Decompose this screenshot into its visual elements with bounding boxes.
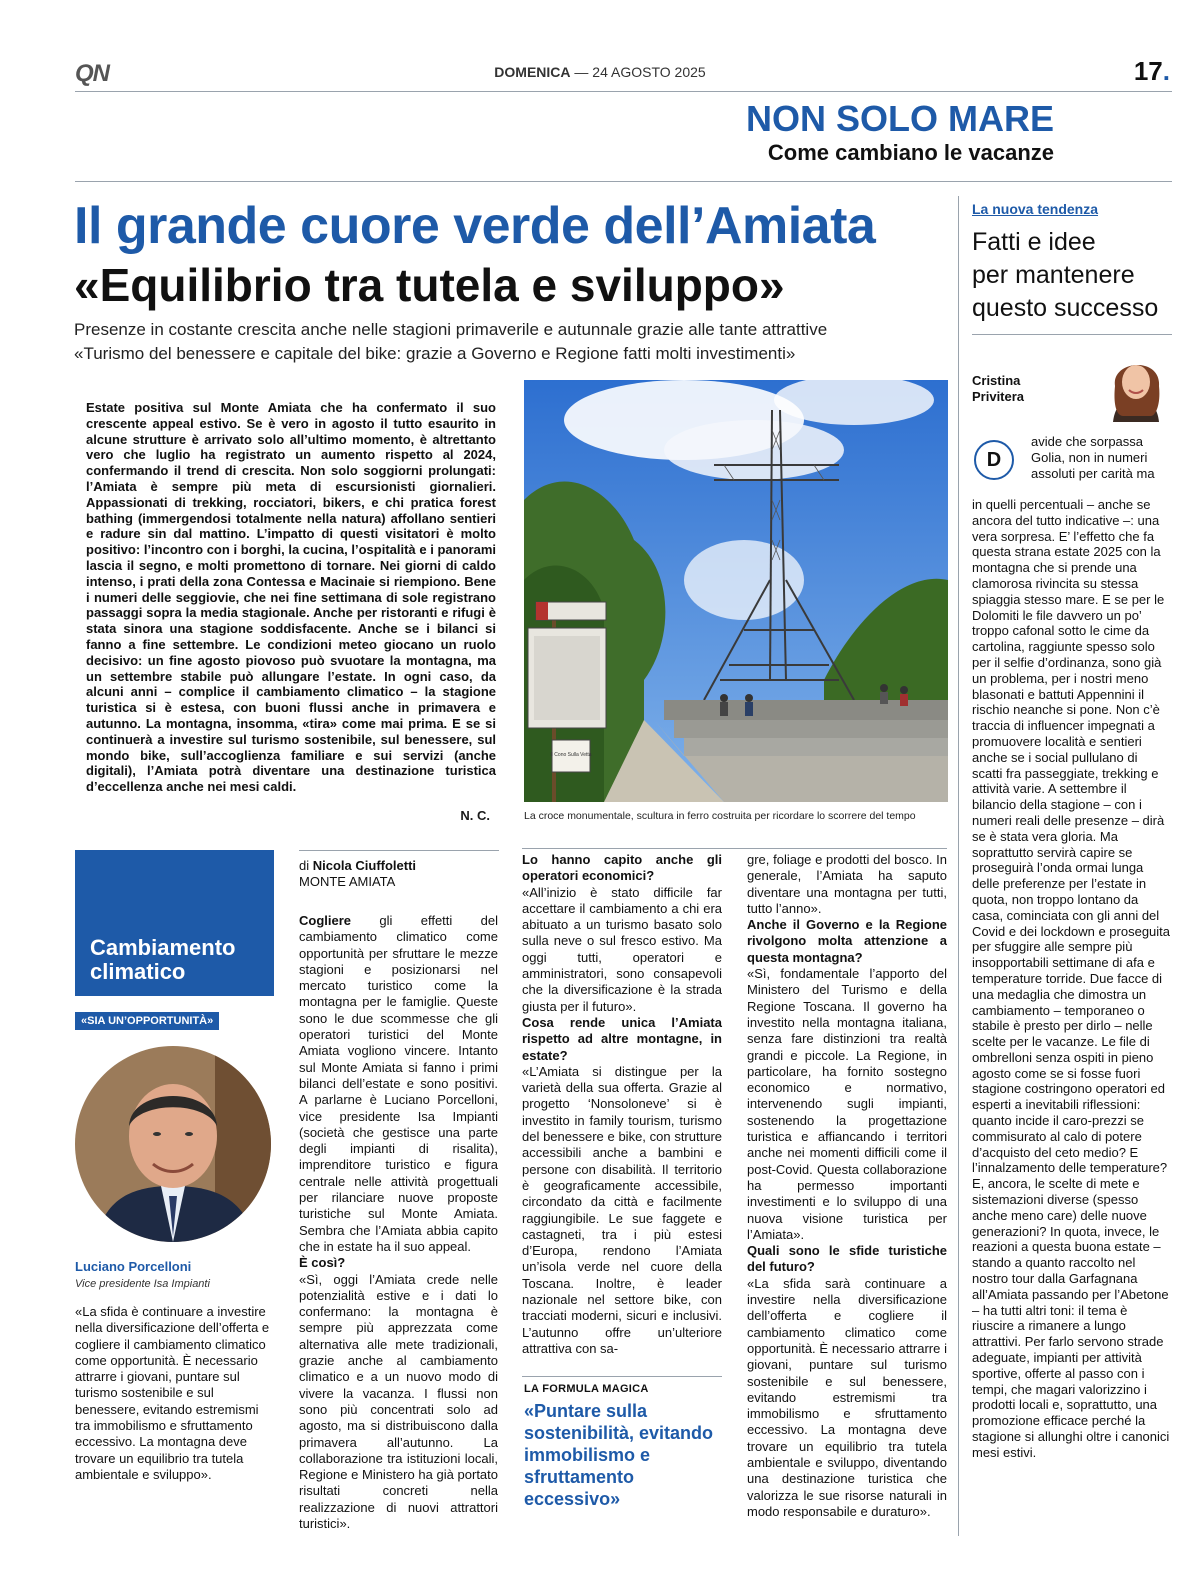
cross-photo (524, 380, 948, 802)
formula-pull-quote: «Puntare sulla sostenibilità, evitando immobilismo e sfruttamento eccessivo» (524, 1401, 714, 1509)
sign-label: Il Cono Sulla Vetta (550, 752, 592, 758)
sidebar-title-line-1: Fatti e idee (972, 228, 1096, 256)
article-column-3 (747, 852, 947, 1520)
topic-tag: «SIA UN’OPPORTUNITÀ» (75, 1012, 219, 1030)
page-number-dot: . (1162, 56, 1170, 86)
lead-paragraph: Estate positiva sul Monte Amiata che ha confermato il suo crescente appeal estivo. Se è vero in agosto il tutto esaurito in alcune strutture è arrivato solo all’ultimo momento, è altrettanto vero che luglio ha registrato un aumento rispetto al 2024, confermando il trend di crescita. Non solo soggiorni prolungati: l’Amiata è sempre più meta di escursionisti giornalieri. Appassionati di trekking, rocciatori, bikers, e chi pratica forest bathing (immergendosi totalmente nella natura) affollano sentieri e radure sin dal mattino. L’impatto di questi visitatori è molto positivo: l’incontro con i borghi, la cucina, l’ospitalità e i panorami lascia il segno, e molti promettono di tornare. Nei giorni di caldo intenso, i prati della zona Contessa e Macinaie si riempiono. Bene i numeri delle seggiovie, che nei fine settimana di sole registrano passaggi sopra la media stagionale. Anche per ristoranti e rifugi è stata sinora una stagione soddisfacente. Anche se i bilanci si fanno a fine settembre. Le condizioni meteo giocano un ruolo decisivo: un fine agosto piovoso può svuotare la montagna, ma un settembre stabile può allungare l’estate. In ogni caso, da alcuni anni – complice il cambiamento climatico – la stagione turistica si è estesa, con buoni flussi anche in primavera e autunno. La montagna, insomma, «tira» come mai prima. E se si continuerà a investire sul turismo sostenibile, sul benessere, sul mondo bike, sull’accoglienza familiare e sui servizi (anche digitali), l’Amiata potrà diventare una destinazione turistica d’eccellenza anche nei mesi caldi. (86, 400, 496, 795)
interviewee-quote: «La sfida è continuare a investire nella diversificazione dell’offerta e cogliere il cambiamento climatico come opportunità. È necessario attrarre i giovani, puntare sul turismo sostenibile e sul benessere, evitando estremismi tra immobilismo e sfruttamento eccessivo. La montagna deve trovare un equilibrio tra tutela ambientale e sviluppo». (75, 1304, 270, 1482)
answer-4: «Sì, fondamentale l’apporto del Ministero del Turismo e della Regione Toscana. Il governo ha investito nella montagna italiana, senza fare distinzioni tra realtà grandi e piccole. La Regione, in particolare, ha fornito sostegno economico e normativo, intervenendo sugli impianti, sostenendo la progettazione turistica e affiancando i territori anche nei momenti difficili come il post-Covid. Questa collaborazione ha permesso importanti investimenti e lo sviluppo di una nuova visione turistica per l’Amiata». (747, 966, 947, 1242)
col1-paragraph: gli effetti del cambiamento climatico come opportunità per sfruttare le mezze stagioni e posizionarsi nel mercato turistico come la montagna per le famiglie. Queste sono le due scommesse che gli operatori turistici del Monte Amiata vogliono vincere. Intanto sul Monte Amiata si fanno i primi bilanci dell’estate e sono positivi. A parlarne è Luciano Porcelloni, vice presidente Isa Impianti (società che gestisce una parte degli impianti di risalita), imprenditore turistico e figura centrale nelle attività progettuali per rilanciare nuove proposte turistiche sul Monte Amiata. Sembra che l’Amiata abbia capito che in estate ha il suo appeal. (299, 913, 498, 1254)
headline-quote: «Equilibrio tra tutela e sviluppo» (74, 259, 785, 311)
topic-box-title-line-2: climatico (90, 959, 186, 984)
sidebar-author (972, 373, 1024, 405)
byline-prefix: di (299, 858, 310, 873)
interviewee-role: Vice presidente Isa Impianti (75, 1278, 210, 1290)
page-number-value: 17 (1133, 56, 1163, 86)
sidebar-title-line-3: questo successo (972, 294, 1159, 322)
article-column-2 (522, 852, 722, 1357)
newspaper-logo: QN (75, 60, 109, 87)
topic-box-title-line-1: Cambiamento (90, 935, 236, 960)
sidebar-title-rule (972, 334, 1172, 335)
question-5: Quali sono le sfide turistiche del futuro? (747, 1243, 947, 1275)
answer-1: «Sì, oggi l’Amiata crede nelle potenzialità estive e i dati lo confermano: la montagna è sempre più apprezzata come alternativa alle mete tradizionali, grazie anche al cambiamento climatico e a un nuovo modo di vivere la vacanza. I flussi non sono più concentrati solo ad agosto, ma si distribuiscono dalla primavera all’autunno. La collaborazione tra istituzioni locali, Regione e Ministero ha già portato risultati concreti nella realizzazione di nuovi attrattori turistici». (299, 1271, 498, 1531)
masthead-rule (75, 91, 1172, 92)
formula-kicker: LA FORMULA MAGICA (524, 1383, 649, 1395)
dateline-day: DOMENICA (494, 64, 571, 80)
question-1: È così? (299, 1255, 346, 1271)
lead-word: Cogliere (299, 913, 352, 928)
monumental-cross-illustration (524, 380, 948, 802)
deck-line-2: «Turismo del benessere e capitale del bike: grazie a Governo e Regione fatti molti investimenti» (74, 344, 796, 363)
article-column-1 (299, 913, 498, 1532)
byline (299, 858, 416, 890)
topic-box-title (90, 936, 235, 984)
portrait-illustration (75, 1046, 271, 1242)
article-top-rule-2 (522, 848, 947, 849)
author-avatar (1101, 346, 1171, 422)
answer-5: «La sfida sarà continuare a investire nella diversificazione dell’offerta e cogliere il cambiamento climatico come opportunità. È necessario attrarre i giovani, puntare sul turismo sostenibile e sul benessere, evitando estremismi tra immobilismo e sfruttamento eccessivo. La montagna deve trovare un equilibrio tra tutela ambientale e sviluppo, diventando una destinazione turistica che valorizza le sue risorse naturali in modo responsabile e duraturo». (747, 1275, 947, 1519)
sidebar-divider (958, 196, 959, 1536)
lead-signature: N. C. (460, 808, 490, 823)
sidebar-first-lines: avide che sorpassa Golia, non in numeri assoluti per carità ma (1031, 434, 1155, 481)
sidebar-kicker: La nuova tendenza (972, 201, 1099, 217)
dateline-date: — 24 AGOSTO 2025 (574, 64, 706, 80)
article-top-rule (299, 850, 499, 851)
sidebar-title (972, 226, 1158, 325)
section-title: NON SOLO MARE (745, 98, 1054, 139)
interviewee-name: Luciano Porcelloni (75, 1259, 192, 1274)
headline-main: Il grande cuore verde dell’Amiata (74, 197, 876, 255)
sidebar-author-last: Privitera (972, 389, 1025, 404)
answer-3: «L’Amiata si distingue per la varietà della sua offerta. Grazie al progetto ‘Nonsoloneve’ si è investito in family tourism, turismo del benessere e bike, con strutture accessibili anche a bambini e persone con disabilità. Il territorio è geograficamente accessibile, circondato da città e facilmente raggiungibile. Le sue faggete e castagneti, tra i più estesi d’Europa, rendono l’Amiata un’isola verde nel cuore della Toscana. Inoltre, è leader nazionale nel settore bike, con tracciati moderni, sicuri e inclusivi. L’autunno offre un’ulteriore attrattiva con sa- (522, 1063, 722, 1356)
question-3: Cosa rende unica l’Amiata rispetto ad altre montagne, in estate? (522, 1014, 722, 1063)
deck-line-1: Presenze in costante crescita anche nelle stagioni primaverile e autunnale grazie alle tante attrattive (74, 320, 828, 339)
byline-author: Nicola Ciuffoletti (312, 858, 417, 873)
question-2: Lo hanno capito anche gli operatori economici? (522, 852, 722, 884)
formula-rule (522, 1376, 722, 1377)
sidebar-author-first: Cristina (972, 373, 1021, 388)
section-rule (75, 181, 1172, 182)
dateline (0, 64, 1200, 80)
answer-2: «All’inizio è stato difficile far accettare il cambiamento a chi era abituato a un turismo basato solo sulla neve o sul fresco estivo. Ma oggi tutti, operatori e amministratori, sono consapevoli che la diversificazione è la strada giusta per il futuro». (522, 884, 722, 1014)
byline-place: MONTE AMIATA (299, 874, 396, 889)
photo-caption: La croce monumentale, scultura in ferro costruita per ricordare lo scorrere del tempo (524, 810, 916, 822)
drop-cap: D (974, 440, 1014, 480)
author-portrait-illustration (1101, 346, 1171, 422)
page-number (1134, 56, 1170, 87)
luciano-portrait (75, 1046, 271, 1242)
answer-3-continued: gre, foliage e prodotti del bosco. In generale, l’Amiata ha saputo diventare una montagna per tutti, tutto l’anno». (747, 852, 947, 916)
sidebar-body: in quelli percentuali – anche se ancora del tutto indicative –: una vera sorpresa. E’ l’effetto che fa questa strana estate 2025 con la montagna che si prende una clamorosa rivincita su stessa spiaggia stesso mare. E se per le Dolomiti le file davvero un po’ troppo cafonal sotto le cime da cartolina, raggiunte spesso solo per il selfie d’ordinanza, sono già un problema, per i nostri meno blasonati e battuti Appennini il rischio neanche si pone. Non c’è traccia di influencer impegnati a promuovere località e sentieri anche se i social pullulano di scatti fra passeggiate, trekking e attività varie. A settembre il bilancio della stagione – con i numeri reali delle presenze – dirà se è stata vera gloria. Ma soprattutto servirà capire se proseguirà l’onda ormai lunga delle preferenze per l’estate in quota, non troppo lontano da casa, cominciata con gli anni del Covid e dei lockdown e proseguita per sfuggire alle sempre più insopportabili settimane di afa e temperature torride. Due facce di una medaglia che dimostra un cambiamento – temporaneo o stabile è presto per dirlo – nelle scelte per le vacanze. Le file di ombrelloni senza ospiti in pieno agosto come se si fosse fuori stagione costringono operatori ed esperti a inevitabili riflessioni: quanto incide il caro-prezzi se commisurato al calo di potere d’acquisto del ceto medio? E l’innalzamento delle temperature? E, ancora, le scelte di mete e sistemazioni diverse (spesso anche meno care) delle nuove generazioni? In quota, invece, le reazioni a questa buona estate – stando a quanto raccolto nel nostro tour dalla Garfagnana all’Amiata passando per l’Abetone – ha tutti altri toni: il tema è riuscire a rimanere a lungo attrattivi. Per farlo servono strade adeguate, impianti per attività sportive, offerte al passo con i tempi, che magari valorizzino i prodotti locali e, soprattutto, una promozione efficace perché la stagione si allunghi oltre i canonici mesi estivi. (972, 497, 1171, 1460)
section-subtitle: Come cambiano le vacanze (767, 140, 1054, 165)
question-4: Anche il Governo e la Regione rivolgono molta attenzione a questa montagna? (747, 917, 947, 965)
sidebar-title-line-2: per mantenere (972, 261, 1135, 289)
